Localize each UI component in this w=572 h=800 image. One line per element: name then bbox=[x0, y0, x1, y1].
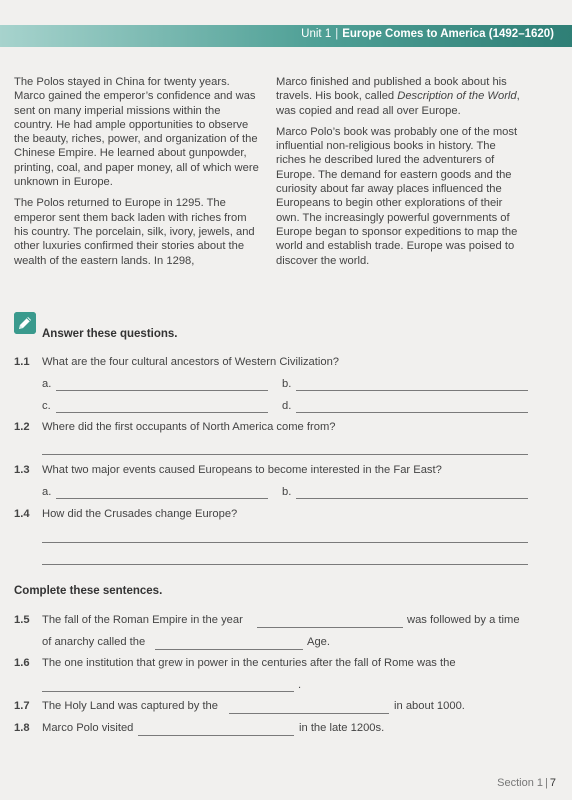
complete-heading: Complete these sentences. bbox=[14, 585, 163, 597]
question-text: How did the Crusades change Europe? bbox=[42, 508, 238, 520]
question-number: 1.7 bbox=[14, 700, 30, 712]
question-number: 1.3 bbox=[14, 464, 30, 476]
page-number: 7 bbox=[549, 777, 556, 789]
paragraph: Marco Polo’s book was probably one of the most influential non-religious books in history. The riches he described lured the adventurers of Europe. The demand for eastern goods and the curiosity about far away places influenced the Europeans to begin other explorations of their own. The increasingly powerful governments of Europe began to sponsor expeditions to map the world and establish trade. Europe was poised to discover the world. bbox=[276, 125, 518, 267]
paragraph: The Polos returned to Europe in 1295. The emperor sent them back laden with riches from his country. The porcelain, silk, ivory, jewels, and other luxuries confirmed their stories about the wealth of the eastern lands. In 1298, bbox=[14, 197, 255, 267]
option-label: b. bbox=[282, 378, 292, 390]
unit-title bbox=[301, 28, 554, 40]
answer-blank[interactable] bbox=[56, 389, 268, 391]
paragraph bbox=[276, 75, 521, 118]
fill-blank[interactable] bbox=[42, 690, 294, 692]
sentence-text: was followed by a time bbox=[407, 614, 520, 626]
header-separator: | bbox=[335, 28, 339, 40]
question-number: 1.4 bbox=[14, 508, 30, 520]
fill-blank[interactable] bbox=[229, 712, 389, 714]
sentence-text: The Holy Land was captured by the bbox=[42, 700, 218, 712]
footer-separator: | bbox=[545, 777, 548, 789]
fill-blank[interactable] bbox=[257, 626, 403, 628]
answer-blank[interactable] bbox=[296, 497, 528, 499]
paragraph: The Polos stayed in China for twenty years. Marco gained the emperor’s confidence and was sent on many imperial missions within the country. He had ample opportunities to observe the beauty, riches, power, and organization of the Chinese Empire. He learned about gunpowder, printing, coal, and paper money, all of which were unknown in Europe. bbox=[14, 76, 259, 189]
pencil-icon bbox=[14, 312, 36, 334]
unit-header-bar bbox=[0, 25, 572, 47]
sentence-text: in about 1000. bbox=[394, 700, 465, 712]
sentence-text: Age. bbox=[307, 636, 331, 648]
text-run: , was copied and read all over Europe. bbox=[276, 90, 520, 117]
fill-blank[interactable] bbox=[138, 734, 294, 736]
page-footer bbox=[497, 777, 556, 789]
sentence-end: . bbox=[298, 679, 302, 691]
left-text-column bbox=[14, 75, 259, 275]
answer-blank[interactable] bbox=[56, 497, 268, 499]
answer-blank[interactable] bbox=[56, 411, 268, 413]
option-label: a. bbox=[42, 486, 52, 498]
sentence-text: in the late 1200s. bbox=[299, 722, 385, 734]
fill-blank[interactable] bbox=[155, 648, 303, 650]
answer-blank[interactable] bbox=[296, 411, 528, 413]
option-label: a. bbox=[42, 378, 52, 390]
text-run: Marco finished and published a book about his travels. His book, called bbox=[276, 76, 507, 103]
answer-blank[interactable] bbox=[42, 563, 528, 565]
question-text: Where did the first occupants of North America come from? bbox=[42, 421, 336, 433]
book-title: Description of the World bbox=[397, 90, 517, 103]
question-number: 1.5 bbox=[14, 614, 30, 626]
question-number: 1.1 bbox=[14, 356, 30, 368]
option-label: c. bbox=[42, 400, 51, 412]
answer-blank[interactable] bbox=[42, 541, 528, 543]
question-number: 1.8 bbox=[14, 722, 30, 734]
question-text: What two major events caused Europeans to become interested in the Far East? bbox=[42, 464, 442, 476]
question-number: 1.2 bbox=[14, 421, 30, 433]
answer-blank[interactable] bbox=[42, 453, 528, 455]
sentence-text: The one institution that grew in power in the centuries after the fall of Rome was the bbox=[42, 657, 456, 669]
section-label: Section 1 bbox=[497, 777, 544, 789]
sentence-text: of anarchy called the bbox=[42, 636, 146, 648]
option-label: b. bbox=[282, 486, 292, 498]
question-text: What are the four cultural ancestors of Western Civilization? bbox=[42, 356, 340, 368]
right-text-column bbox=[276, 75, 521, 275]
sentence-text: The fall of the Roman Empire in the year bbox=[42, 614, 243, 626]
unit-name: Europe Comes to America (1492–1620) bbox=[342, 28, 554, 40]
sentence-text: Marco Polo visited bbox=[42, 722, 134, 734]
answer-heading: Answer these questions. bbox=[42, 328, 178, 340]
answer-blank[interactable] bbox=[296, 389, 528, 391]
option-label: d. bbox=[282, 400, 292, 412]
question-number: 1.6 bbox=[14, 657, 30, 669]
unit-label: Unit 1 bbox=[301, 28, 332, 40]
